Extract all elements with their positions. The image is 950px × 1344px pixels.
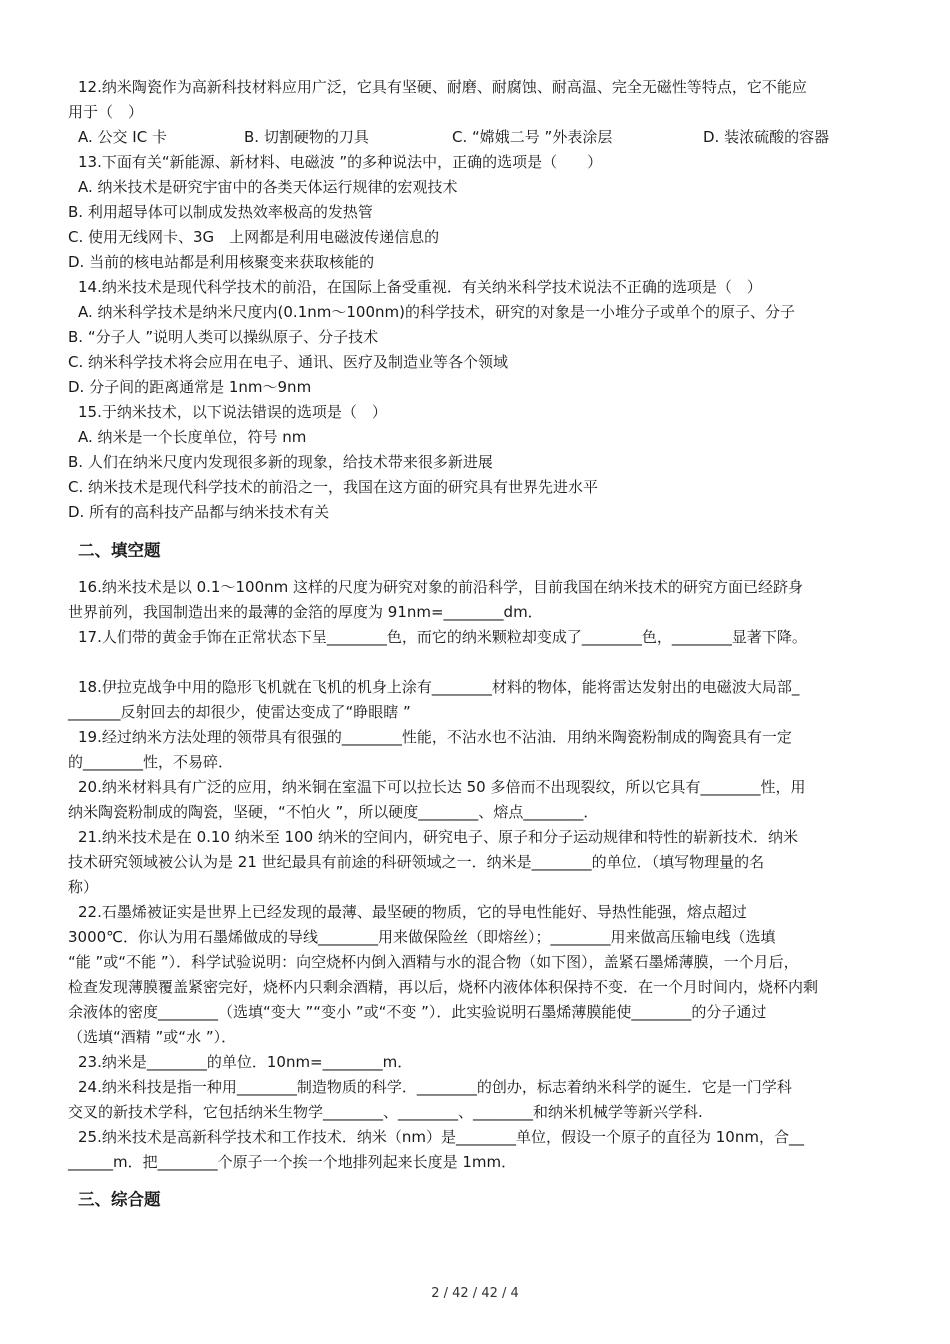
q22-line4: 检查发现薄膜覆盖紧密完好，烧杯内只剩余酒精，再以后，烧杯内液体体积保持不变．在一个月时间内，烧杯内剩	[68, 978, 819, 996]
q14-option-a: A. 纳米科学技术是纳米尺度内(0.1nm～100nm)的科学技术，研究的对象是一小堆分子或单个的原子、分子	[78, 303, 795, 321]
q25-line2: ______m．把________个原子一个挨一个地排列起来长度是 1mm．	[68, 1153, 517, 1171]
q22-line3: “能 ”或“不能 ”）．科学试验说明：向空烧杯内倒入酒精与水的混合物（如下图），盖紧石墨烯薄膜，一个月后，	[68, 953, 799, 971]
q12-option-a: A. 公交 IC 卡	[78, 128, 167, 146]
q21-line1: 21.纳米技术是在 0.10 纳米至 100 纳米的空间内，研究电子、原子和分子运动规律和特性的崭新技术．纳米	[78, 828, 798, 846]
q13-option-d: D. 当前的核电站都是利用核聚变来获取核能的	[68, 253, 375, 271]
q22-line1: 22.石墨烯被证实是世界上已经发现的最薄、最坚硬的物质，它的导电性能好、导热性能强，熔点超过	[78, 903, 747, 921]
q19-line2: 的________性，不易碎．	[68, 753, 234, 771]
q15-option-b: B. 人们在纳米尺度内发现很多新的现象，给技术带来很多新进展	[68, 453, 493, 471]
q15-stem: 15.于纳米技术，以下说法错误的选项是（ ）	[78, 403, 387, 421]
q25-line1: 25.纳米技术是高新科学技术和工作技术．纳米（nm）是________单位，假设一个原子的直径为 10nm，合__	[78, 1128, 804, 1146]
q22-line5: 余液体的密度________（选填“变大 ”“变小 ”或“不变 ”）．此实验说明石墨烯薄膜能使________的分子通过	[68, 1003, 767, 1021]
q22-line6: （选填“酒精 ”或“水 ”）．	[68, 1028, 237, 1046]
q20-line2: 纳米陶瓷粉制成的陶瓷，坚硬，“不怕火 ”，所以硬度________、熔点________．	[68, 803, 599, 821]
q12-option-c: C. “嫦娥二号 ”外表涂层	[452, 128, 613, 146]
q14-option-d: D. 分子间的距离通常是 1nm～9nm	[68, 378, 312, 396]
q15-option-c: C. 纳米技术是现代科学技术的前沿之一，我国在这方面的研究具有世界先进水平	[68, 478, 599, 496]
q19-line1: 19.经过纳米方法处理的领带具有很强的________性能，不沾水也不沾油．用纳米陶瓷粉制成的陶瓷具有一定	[78, 728, 792, 746]
q24-line2: 交叉的新技术学科，它包括纳米生物学________、________、________和纳米机械学等新兴学科.	[68, 1103, 703, 1121]
q16-line1: 16.纳米技术是以 0.1～100nm 这样的尺度为研究对象的前沿科学，目前我国在纳米技术的研究方面已经跻身	[78, 578, 803, 596]
q12-stem-line1: 12.纳米陶瓷作为高新科技材料应用广泛，它具有坚硬、耐磨、耐腐蚀、耐高温、完全无磁性等特点，它不能应	[78, 78, 807, 96]
q20-line1: 20.纳米材料具有广泛的应用，纳米铜在室温下可以拉长达 50 多倍而不出现裂纹，所以它具有________性，用	[78, 778, 806, 796]
section-heading-fill-in: 二、填空题	[78, 541, 161, 560]
q13-stem: 13.下面有关“新能源、新材料、电磁波 ”的多种说法中，正确的选项是（ ）	[78, 153, 603, 171]
q16-line2: 世界前列，我国制造出来的最薄的金箔的厚度为 91nm=________dm．	[68, 603, 543, 621]
q21-line3: 称）	[68, 878, 99, 896]
q12-stem-line2: 用于（ ）	[68, 103, 144, 121]
section-heading-comprehensive: 三、综合题	[78, 1190, 161, 1209]
q15-option-a: A. 纳米是一个长度单位，符号 nm	[78, 428, 307, 446]
q13-option-b: B. 利用超导体可以制成发热效率极高的发热管	[68, 203, 373, 221]
q14-stem: 14.纳米技术是现代科学技术的前沿，在国际上备受重视．有关纳米科学技术说法不正确的选项是（ ）	[78, 278, 762, 296]
q22-line2: 3000℃．你认为用石墨烯做成的导线________用来做保险丝（即熔丝）；________用来做高压输电线（选填	[68, 928, 776, 946]
q13-option-a: A. 纳米技术是研究宇宙中的各类天体运行规律的宏观技术	[78, 178, 458, 196]
q18-line2: _______反射回去的却很少，使雷达变成了“睁眼瞎 ”	[68, 703, 411, 721]
q18-line1: 18.伊拉克战争中用的隐形飞机就在飞机的机身上涂有________材料的物体，能将雷达发射出的电磁波大局部_	[78, 678, 800, 696]
q14-option-b: B. “分子人 ”说明人类可以操纵原子、分子技术	[68, 328, 379, 346]
q23-line1: 23.纳米是________的单位．10nm=________m．	[78, 1053, 413, 1071]
q17-line1: 17.人们带的黄金手饰在正常状态下呈________色，而它的纳米颗粒却变成了________色，________显著下降。	[78, 628, 807, 646]
q12-option-b: B. 切割硬物的刀具	[244, 128, 369, 146]
q15-option-d: D. 所有的高科技产品都与纳米技术有关	[68, 503, 330, 521]
q12-option-d: D. 装浓硫酸的容器	[703, 128, 830, 146]
q13-option-c: C. 使用无线网卡、3G 上网都是利用电磁波传递信息的	[68, 228, 440, 246]
q14-option-c: C. 纳米科学技术将会应用在电子、通讯、医疗及制造业等各个领域	[68, 353, 509, 371]
page-number: 2 / 42 / 42 / 4	[431, 1286, 519, 1301]
q21-line2: 技术研究领域被公认为是 21 世纪最具有前途的科研领域之一．纳米是________的单位．（填写物理量的名	[68, 853, 765, 871]
q24-line1: 24.纳米科技是指一种用________制造物质的科学．________的创办，标志着纳米科学的诞生．它是一门学科	[78, 1078, 792, 1096]
